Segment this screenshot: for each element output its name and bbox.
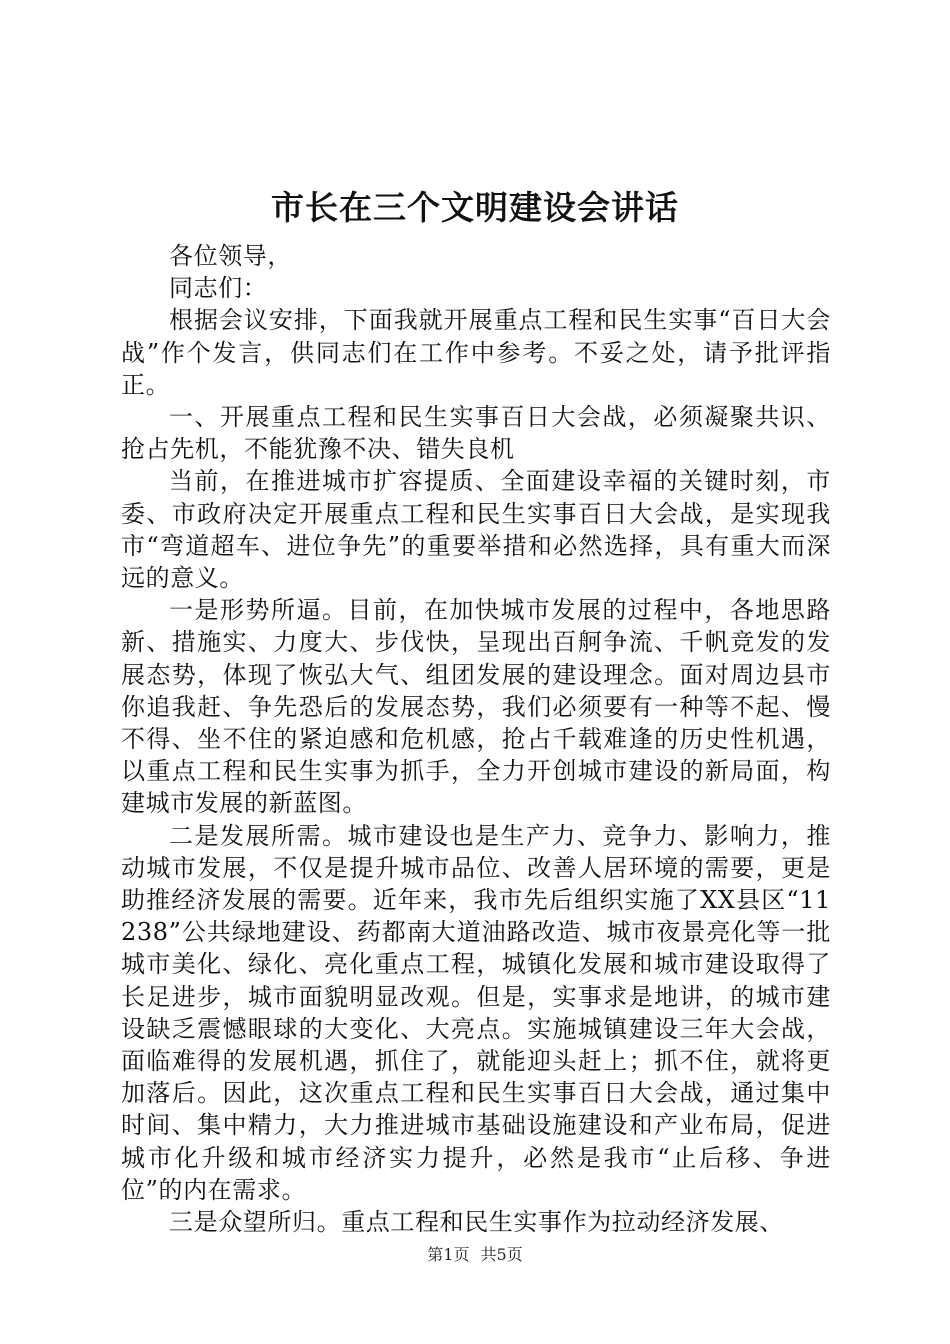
section-heading-1: 一、开展重点工程和民生实事百日大会战，必须凝聚共识、抢占先机，不能犹豫不决、错失良机 — [121, 403, 831, 464]
salutation-leaders: 各位领导， — [169, 242, 292, 270]
page-number-total: 共5页 — [480, 1245, 523, 1264]
intro-paragraph: 根据会议安排，下面我就开展重点工程和民生实事“百日大会战”作个发言，供同志们在工作中参考。不妥之处，请予批评指正。 — [121, 306, 831, 399]
body-paragraph: 当前，在推进城市扩容提质、全面建设幸福的关键时刻，市委、市政府决定开展重点工程和民生实事百日大会战，是实现我市“弯道超车、进位争先”的重要举措和必然选择，具有重大而深远的意义。 — [121, 467, 831, 593]
document-body — [121, 240, 831, 1238]
page-footer — [0, 1244, 950, 1266]
salutation-comrades: 同志们： — [169, 274, 268, 303]
body-paragraph: 二是发展所需。城市建设也是生产力、竞争力、影响力，推动城市发展，不仅是提升城市品位、改善人居环境的需要，更是助推经济发展的需要。近年来，我市先后组织实施了XX县区“11238”公共绿地建设、药都南大道油路改造、城市夜景亮化等一批城市美化、绿化、亮化重点工程，城镇化发展和城市建设取得了长足进步，城市面貌明显改观。但是，实事求是地讲，的城市建设缺乏震憾眼球的大变化、大亮点。实施城镇建设三年大会战，面临难得的发展机遇，抓住了，就能迎头赶上；抓不住，就将更加落后。因此，这次重点工程和民生实事百日大会战，通过集中时间、集中精力，大力推进城市基础设施建设和产业布局，促进城市化升级和城市经济实力提升，必然是我市“止后移、争进位”的内在需求。 — [121, 821, 831, 1204]
body-paragraph: 一是形势所逼。目前，在加快城市发展的过程中，各地思路新、措施实、力度大、步伐快，呈现出百舸争流、千帆竞发的发展态势，体现了恢弘大气、组团发展的建设理念。面对周边县市你追我赶、争先恐后的发展态势，我们必须要有一种等不起、慢不得、坐不住的紧迫感和危机感，抢占千载难逢的历史性机遇，以重点工程和民生实事为抓手，全力开创城市建设的新局面，构建城市发展的新蓝图。 — [121, 596, 831, 818]
page-number-current: 第1页 — [427, 1245, 470, 1264]
document-title: 市长在三个文明建设会讲话 — [271, 188, 679, 227]
body-paragraph: 三是众望所归。重点工程和民生实事作为拉动经济发展、 — [169, 1208, 784, 1237]
